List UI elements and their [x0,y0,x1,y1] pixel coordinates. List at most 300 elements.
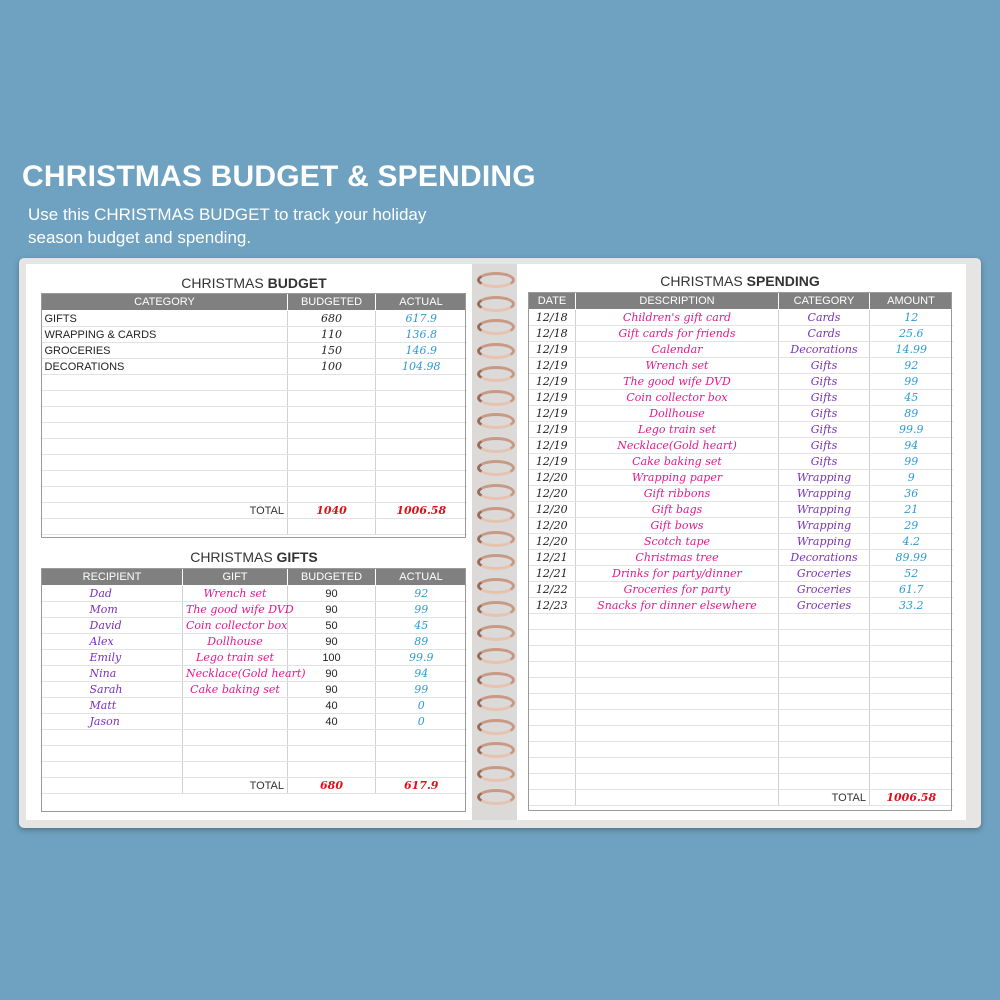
spending-amount-cell: 89.99 [870,550,953,566]
table-row [529,662,953,678]
table-row [529,694,953,710]
spending-date-cell: 12/18 [529,310,576,326]
table-row [42,730,467,746]
table-row [42,471,467,487]
gifts-total-row [42,778,467,794]
table-row [42,375,467,391]
gift-empty-cell [288,746,376,762]
page-headline: CHRISTMAS BUDGET & SPENDING [22,160,536,193]
spending-description-cell: Gift ribbons [576,486,779,502]
table-row [529,422,953,438]
table-row [529,470,953,486]
budget-header-category: CATEGORY [42,294,288,311]
budget-category-cell: DECORATIONS [42,359,288,375]
spending-empty-cell [576,726,779,742]
spiral-ring [477,272,515,288]
spiral-ring [477,719,515,735]
spending-category-cell: Gifts [779,422,870,438]
table-row [42,391,467,407]
gift-budgeted-cell: 40 [288,698,376,714]
gift-actual-cell: 0 [376,714,467,730]
table-row [529,598,953,614]
table-row [529,518,953,534]
budget-empty-cell [288,471,376,487]
spending-description-cell: Snacks for dinner elsewhere [576,598,779,614]
spending-category-cell: Decorations [779,550,870,566]
table-row [42,343,467,359]
spending-category-cell: Cards [779,326,870,342]
budget-empty-cell [376,439,467,455]
spending-empty-cell [870,726,953,742]
table-row [529,550,953,566]
spending-empty-cell [529,710,576,726]
spending-date-cell: 12/21 [529,566,576,582]
spending-header-description: DESCRIPTION [576,293,779,310]
gifts-table [41,568,467,794]
budget-category-cell: GIFTS [42,311,288,327]
spending-date-cell: 12/22 [529,582,576,598]
table-row [529,390,953,406]
table-row [42,519,467,535]
spending-empty-cell [529,742,576,758]
gift-budgeted-cell: 100 [288,650,376,666]
spiral-ring [477,366,515,382]
spending-amount-cell: 12 [870,310,953,326]
gift-empty-cell [183,746,288,762]
gifts-total-actual: 617.9 [376,778,467,794]
budget-actual-cell: 617.9 [376,311,467,327]
spending-category-cell: Cards [779,310,870,326]
budget-empty-cell [42,391,288,407]
budget-empty-cell [42,375,288,391]
spending-category-cell: Wrapping [779,486,870,502]
gift-recipient-cell: David [42,618,183,634]
spiral-ring [477,390,515,406]
budget-actual-cell: 146.9 [376,343,467,359]
spending-description-cell: Dollhouse [576,406,779,422]
gift-item-cell [183,714,288,730]
gifts-total-blank [42,778,183,794]
spending-date-cell: 12/19 [529,438,576,454]
spending-empty-cell [870,774,953,790]
gift-budgeted-cell: 90 [288,586,376,602]
spending-description-cell: Wrench set [576,358,779,374]
table-row [42,650,467,666]
gift-empty-cell [183,762,288,778]
spending-date-cell: 12/18 [529,326,576,342]
table-row [529,774,953,790]
spending-empty-cell [779,710,870,726]
budget-empty-cell [376,455,467,471]
budget-title: CHRISTMAS BUDGET [181,275,327,291]
spending-category-cell: Wrapping [779,518,870,534]
gift-empty-cell [376,762,467,778]
spending-amount-cell: 45 [870,390,953,406]
spending-date-cell: 12/21 [529,550,576,566]
table-row [42,746,467,762]
budget-empty-cell [376,407,467,423]
budget-empty-cell [42,439,288,455]
gift-item-cell: Lego train set [183,650,288,666]
spiral-ring [477,625,515,641]
spending-empty-cell [779,742,870,758]
gift-actual-cell: 92 [376,586,467,602]
gift-item-cell [183,698,288,714]
gifts-title: CHRISTMAS GIFTS [190,549,318,565]
gifts-header-actual: ACTUAL [376,569,467,586]
spending-empty-cell [870,678,953,694]
gift-empty-cell [42,730,183,746]
spending-empty-cell [576,694,779,710]
gift-empty-cell [42,762,183,778]
spending-total-label: TOTAL [779,790,870,806]
spending-empty-cell [870,630,953,646]
budget-budgeted-cell: 680 [288,311,376,327]
spending-amount-cell: 29 [870,518,953,534]
gifts-total-budgeted: 680 [288,778,376,794]
spending-empty-cell [529,678,576,694]
gifts-header-gift: GIFT [183,569,288,586]
spending-category-cell: Wrapping [779,470,870,486]
spending-description-cell: Gift cards for friends [576,326,779,342]
gifts-header-row [42,569,467,586]
gift-recipient-cell: Sarah [42,682,183,698]
spending-category-cell: Decorations [779,342,870,358]
table-row [42,439,467,455]
spending-date-cell: 12/19 [529,406,576,422]
spiral-ring [477,343,515,359]
spending-description-cell: Children's gift card [576,310,779,326]
spending-amount-cell: 4.2 [870,534,953,550]
spending-category-cell: Groceries [779,598,870,614]
table-row [42,311,467,327]
spending-description-cell: Drinks for party/dinner [576,566,779,582]
spending-amount-cell: 36 [870,486,953,502]
spending-date-cell: 12/20 [529,534,576,550]
budget-budgeted-cell: 110 [288,327,376,343]
gift-empty-cell [376,746,467,762]
spending-category-cell: Wrapping [779,502,870,518]
spending-category-cell: Gifts [779,358,870,374]
spending-empty-cell [870,646,953,662]
spending-category-cell: Groceries [779,582,870,598]
spiral-ring [477,601,515,617]
spending-date-cell: 12/20 [529,486,576,502]
gift-budgeted-cell: 90 [288,666,376,682]
spending-empty-cell [779,694,870,710]
table-row [529,726,953,742]
gift-item-cell: Wrench set [183,586,288,602]
spending-amount-cell: 21 [870,502,953,518]
spending-total-amount: 1006.58 [870,790,953,806]
spiral-ring [477,742,515,758]
spiral-ring [477,766,515,782]
spending-amount-cell: 99 [870,454,953,470]
spending-description-cell: Wrapping paper [576,470,779,486]
table-row [529,646,953,662]
table-row [529,534,953,550]
budget-empty-cell [42,407,288,423]
gift-item-cell: Dollhouse [183,634,288,650]
budget-total-budgeted: 1040 [288,503,376,519]
spending-category-cell: Gifts [779,374,870,390]
spiral-ring [477,554,515,570]
spending-category-cell: Gifts [779,406,870,422]
gift-budgeted-cell: 40 [288,714,376,730]
spending-empty-cell [576,614,779,630]
budget-category-cell: WRAPPING & CARDS [42,327,288,343]
table-row [42,762,467,778]
table-row [529,710,953,726]
spending-description-cell: Necklace(Gold heart) [576,438,779,454]
spending-amount-cell: 33.2 [870,598,953,614]
table-row [529,502,953,518]
spending-empty-cell [576,646,779,662]
table-row [42,487,467,503]
spending-category-cell: Wrapping [779,534,870,550]
spending-empty-cell [576,630,779,646]
gift-actual-cell: 99 [376,602,467,618]
spending-category-cell: Gifts [779,454,870,470]
gift-recipient-cell: Dad [42,586,183,602]
gift-empty-cell [376,730,467,746]
spending-amount-cell: 14.99 [870,342,953,358]
spiral-ring [477,695,515,711]
table-row [529,358,953,374]
spending-description-cell: The good wife DVD [576,374,779,390]
spending-description-cell: Lego train set [576,422,779,438]
spending-amount-cell: 89 [870,406,953,422]
spending-description-cell: Cake baking set [576,454,779,470]
spending-empty-cell [529,646,576,662]
table-row [42,586,467,602]
spending-header-amount: AMOUNT [870,293,953,310]
spending-date-cell: 12/19 [529,422,576,438]
gift-item-cell: Cake baking set [183,682,288,698]
spending-date-cell: 12/19 [529,342,576,358]
spending-empty-cell [576,774,779,790]
spending-empty-cell [529,630,576,646]
budget-empty-cell [288,391,376,407]
budget-total-actual: 1006.58 [376,503,467,519]
spending-date-cell: 12/19 [529,390,576,406]
spending-empty-cell [870,710,953,726]
spending-total-blank [529,790,576,806]
spending-empty-cell [529,758,576,774]
spending-empty-cell [779,614,870,630]
gift-item-cell: Necklace(Gold heart) [183,666,288,682]
spending-amount-cell: 94 [870,438,953,454]
table-row [529,438,953,454]
gift-recipient-cell: Mom [42,602,183,618]
gifts-header-recipient: RECIPIENT [42,569,183,586]
spiral-ring [477,296,515,312]
budget-header-actual: ACTUAL [376,294,467,311]
table-row [529,326,953,342]
spending-empty-cell [870,694,953,710]
budget-empty-cell [288,423,376,439]
spending-empty-cell [576,662,779,678]
table-row [529,742,953,758]
gift-empty-cell [288,762,376,778]
spiral-ring [477,319,515,335]
spending-date-cell: 12/19 [529,454,576,470]
budget-empty-cell [42,455,288,471]
table-row [42,423,467,439]
table-row [529,406,953,422]
budget-empty-cell [288,439,376,455]
spending-amount-cell: 52 [870,566,953,582]
gift-actual-cell: 45 [376,618,467,634]
gift-recipient-cell: Emily [42,650,183,666]
spending-empty-cell [576,678,779,694]
spiral-ring [477,648,515,664]
budget-table [41,293,467,535]
spending-category-cell: Gifts [779,390,870,406]
spending-empty-cell [529,694,576,710]
spending-amount-cell: 99.9 [870,422,953,438]
spending-category-cell: Groceries [779,566,870,582]
budget-empty-cell [288,455,376,471]
budget-empty-cell [376,519,467,535]
table-row [42,407,467,423]
table-row [529,454,953,470]
budget-total-label: TOTAL [42,503,288,519]
table-row [42,359,467,375]
spending-empty-cell [779,758,870,774]
gift-actual-cell: 94 [376,666,467,682]
gift-budgeted-cell: 90 [288,602,376,618]
table-row [529,374,953,390]
spending-amount-cell: 9 [870,470,953,486]
spending-description-cell: Scotch tape [576,534,779,550]
budget-category-cell: GROCERIES [42,343,288,359]
budget-empty-cell [288,487,376,503]
spending-total-blank [576,790,779,806]
gift-actual-cell: 99 [376,682,467,698]
spending-empty-cell [779,630,870,646]
table-row [529,758,953,774]
spending-description-cell: Christmas tree [576,550,779,566]
spending-amount-cell: 25.6 [870,326,953,342]
budget-empty-cell [376,423,467,439]
gift-empty-cell [288,730,376,746]
table-row [529,678,953,694]
spending-header-category: CATEGORY [779,293,870,310]
gift-recipient-cell: Matt [42,698,183,714]
page-subline: Use this CHRISTMAS BUDGET to track your holiday season budget and spending. [28,205,427,247]
budget-actual-cell: 104.98 [376,359,467,375]
gift-item-cell: The good wife DVD [183,602,288,618]
spending-empty-cell [779,774,870,790]
spiral-ring [477,578,515,594]
spiral-ring [477,460,515,476]
spending-total-row [529,790,953,806]
table-row [42,666,467,682]
budget-actual-cell: 136.8 [376,327,467,343]
gift-budgeted-cell: 50 [288,618,376,634]
gift-empty-cell [42,746,183,762]
spending-description-cell: Calendar [576,342,779,358]
table-row [42,327,467,343]
table-row [42,618,467,634]
spending-empty-cell [870,742,953,758]
budget-header-budgeted: BUDGETED [288,294,376,311]
spending-header-date: DATE [529,293,576,310]
table-row [529,582,953,598]
budget-empty-cell [288,407,376,423]
spending-empty-cell [779,646,870,662]
budget-empty-cell [42,471,288,487]
spending-table [528,292,953,806]
spending-empty-cell [870,662,953,678]
spending-description-cell: Gift bags [576,502,779,518]
budget-empty-cell [42,423,288,439]
spending-empty-cell [529,774,576,790]
spending-description-cell: Gift bows [576,518,779,534]
gifts-header-budgeted: BUDGETED [288,569,376,586]
spiral-ring [477,531,515,547]
gift-empty-cell [183,730,288,746]
table-row [42,682,467,698]
spending-date-cell: 12/20 [529,470,576,486]
table-row [529,310,953,326]
spiral-ring [477,789,515,805]
budget-empty-cell [376,471,467,487]
spending-category-cell: Gifts [779,438,870,454]
spending-amount-cell: 92 [870,358,953,374]
budget-total-row [42,503,467,519]
budget-empty-cell [42,487,288,503]
table-row [42,634,467,650]
spending-empty-cell [779,662,870,678]
spiral-ring [477,507,515,523]
gift-budgeted-cell: 90 [288,682,376,698]
spending-description-cell: Coin collector box [576,390,779,406]
gift-item-cell: Coin collector box [183,618,288,634]
table-row [529,566,953,582]
table-row [42,698,467,714]
gift-recipient-cell: Alex [42,634,183,650]
spending-empty-cell [529,726,576,742]
table-row [529,342,953,358]
spending-empty-cell [870,758,953,774]
table-row [529,486,953,502]
spending-empty-cell [529,662,576,678]
budget-budgeted-cell: 100 [288,359,376,375]
spiral-ring [477,413,515,429]
table-row [529,630,953,646]
spending-empty-cell [870,614,953,630]
budget-empty-cell [288,375,376,391]
spending-date-cell: 12/20 [529,502,576,518]
spiral-ring [477,437,515,453]
spending-date-cell: 12/20 [529,518,576,534]
table-row [42,455,467,471]
budget-empty-cell [288,519,376,535]
gift-actual-cell: 99.9 [376,650,467,666]
spending-empty-cell [529,614,576,630]
spending-empty-cell [576,710,779,726]
budget-empty-cell [376,375,467,391]
gift-recipient-cell: Jason [42,714,183,730]
gifts-total-label: TOTAL [183,778,288,794]
spending-date-cell: 12/19 [529,358,576,374]
spending-header-row [529,293,953,310]
budget-budgeted-cell: 150 [288,343,376,359]
spending-empty-cell [779,678,870,694]
budget-empty-cell [376,487,467,503]
